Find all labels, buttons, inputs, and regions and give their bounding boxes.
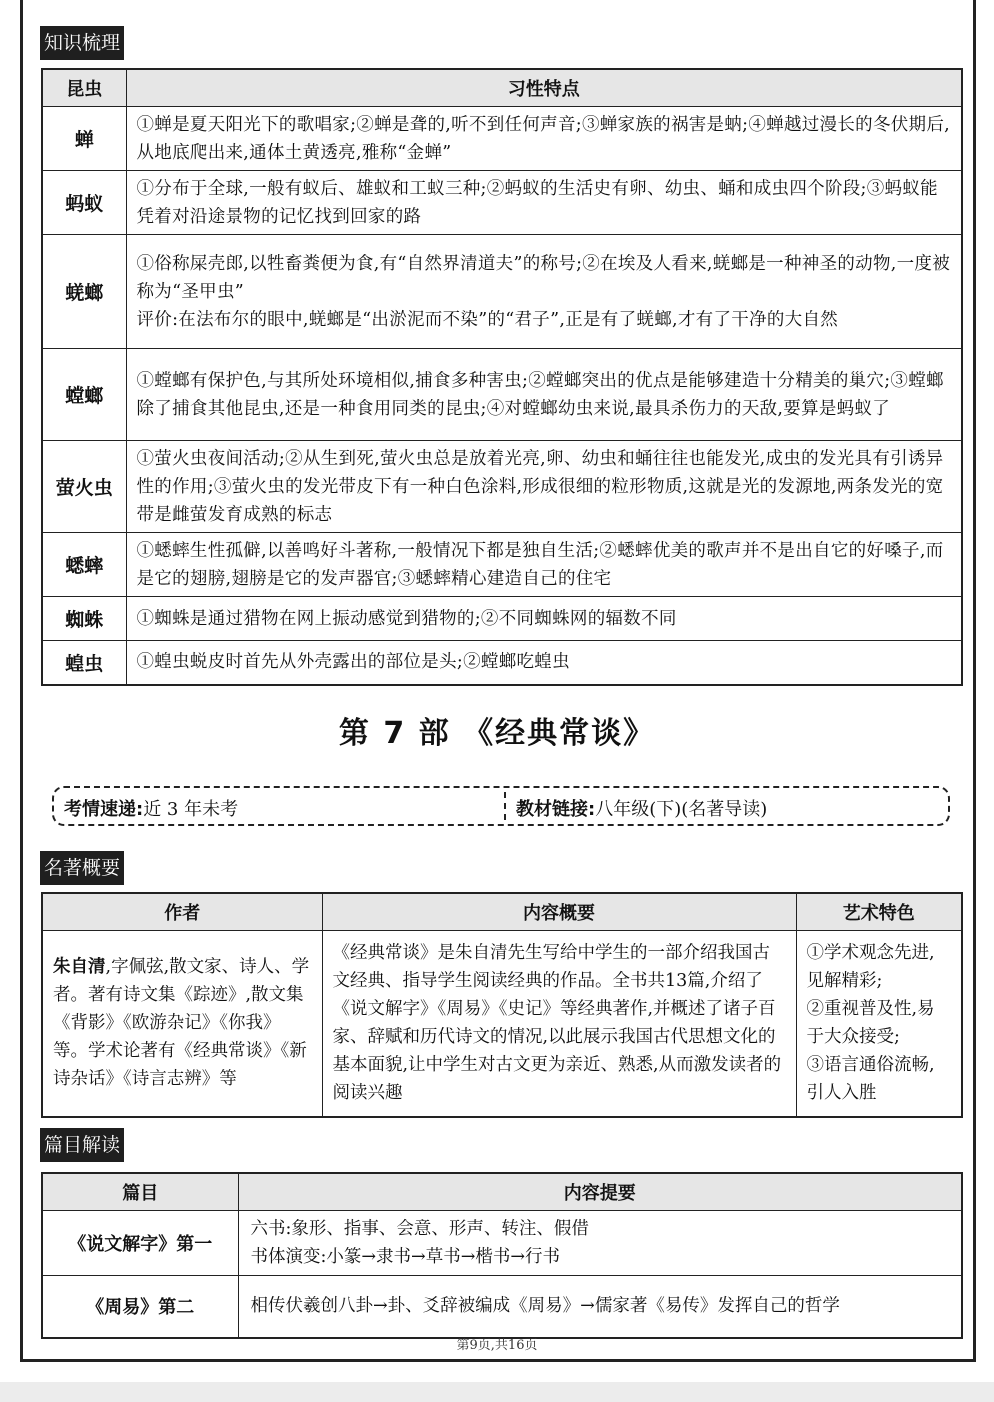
header-summary: 内容概要 — [322, 893, 796, 931]
table-row — [42, 931, 962, 1117]
author-text: ,字佩弦,散文家、诗人、学者。著有诗文集《踪迹》,散文集《背影》《欧游杂记》《你我》等。学术论著有《经典常谈》《新诗杂话》《诗言志辨》等 — [53, 957, 310, 1090]
summary-cell: 《经典常谈》是朱自清先生写给中学生的一部介绍我国古文经典、指导学生阅读经典的作品。全书共13篇,介绍了《说文解字》《周易》《史记》等经典著作,并概述了诸子百家、辞赋和历代诗文的情况,以此展示我国古代思想文化的基本面貌,让中学生对古文更为亲近、熟悉,从而激发读者的阅读兴趣 — [322, 931, 796, 1117]
table-row — [42, 235, 962, 349]
insect-traits: ①蟋蟀生性孤僻,以善鸣好斗著称,一般情况下都是独自生活;②蟋蟀优美的歌声并不是出自它的好嗓子,而是它的翅膀,翅膀是它的发声器官;③蟋蟀精心建造自己的住宅 — [126, 533, 962, 597]
table-row — [42, 107, 962, 171]
insect-traits: ①萤火虫夜间活动;②从生到死,萤火虫总是放着光亮,卵、幼虫和蛹往往也能发光,成虫的发光具有引诱异性的作用;③萤火虫的发光带皮下有一种白色涂料,形成很细的粒形物质,这就是光的发源地,两条发光的宽带是雌萤发育成熟的标志 — [126, 441, 962, 533]
insect-evaluation: 评价:在法布尔的眼中,蜣螂是“出淤泥而不染”的“君子”,正是有了蜣螂,才有了干净的大自然 — [136, 309, 839, 330]
part-heading: 第 7 部 《经典常谈》 — [338, 716, 656, 751]
insect-traits: ①蝉是夏天阳光下的歌唱家;②蝉是聋的,听不到任何声音;③蝉家族的祸害是蚋;④蝉越过漫长的冬伏期后,从地底爬出来,通体土黄透亮,雅称“金蝉” — [126, 107, 962, 171]
header-features: 艺术特色 — [796, 893, 962, 931]
chapter-line: 六书:象形、指事、会意、形声、转注、假借 — [250, 1219, 589, 1239]
table-row — [42, 533, 962, 597]
header-traits: 习性特点 — [126, 69, 962, 107]
table-row — [42, 171, 962, 235]
page-footer: 第9页,共16页 — [456, 1338, 538, 1353]
textbook-value: 八年级(下)(名著导读) — [595, 799, 768, 820]
info-divider — [504, 792, 506, 820]
feature-item: ②重视普及性,易于大众接受; — [806, 999, 935, 1048]
page-bottom-strip — [0, 1382, 994, 1402]
insect-name: 萤火虫 — [42, 441, 126, 533]
chapter-line: 相传伏羲创八卦→卦、爻辞被编成《周易》→儒家著《易传》发挥自己的哲学 — [250, 1296, 840, 1317]
author-name: 朱自清 — [53, 957, 106, 978]
table-row — [42, 441, 962, 533]
insect-name: 蝗虫 — [42, 641, 126, 685]
header-chapter-summary: 内容提要 — [238, 1173, 962, 1211]
header-chapter: 篇目 — [42, 1173, 238, 1211]
insect-name: 螳螂 — [42, 349, 126, 441]
insect-table-header — [42, 69, 962, 107]
table-row — [42, 1211, 962, 1276]
section-tag-knowledge: 知识梳理 — [40, 26, 124, 60]
chapter-table — [41, 1172, 963, 1339]
insect-traits-text: ①俗称屎壳郎,以牲畜粪便为食,有“自然界清道夫”的称号;②在埃及人看来,蜣螂是一种神圣的动物,一度被称为“圣甲虫” — [136, 253, 951, 302]
overview-table-header — [42, 893, 962, 931]
section-tag-overview: 名著概要 — [40, 851, 124, 885]
table-row — [42, 1276, 962, 1338]
table-row — [42, 641, 962, 685]
chapter-table-header — [42, 1173, 962, 1211]
exam-value: 近 3 年未考 — [143, 799, 239, 820]
insect-traits: ①蝗虫蜕皮时首先从外壳露出的部位是头;②螳螂吃蝗虫 — [126, 641, 962, 685]
insect-traits: ①分布于全球,一般有蚁后、雄蚁和工蚁三种;②蚂蚁的生活史有卵、幼虫、蛹和成虫四个阶段;③蚂蚁能凭着对沿途景物的记忆找到回家的路 — [126, 171, 962, 235]
chapter-title: 《说文解字》第一 — [42, 1211, 238, 1276]
table-row — [42, 349, 962, 441]
chapter-summary — [238, 1211, 962, 1276]
chapter-line: 书体演变:小篆→隶书→草书→楷书→行书 — [250, 1247, 561, 1267]
table-row — [42, 597, 962, 641]
insect-name: 蟋蟀 — [42, 533, 126, 597]
exam-label: 考情速递: — [64, 799, 144, 820]
header-insect: 昆虫 — [42, 69, 126, 107]
chapter-title: 《周易》第二 — [42, 1276, 238, 1338]
exam-info — [64, 795, 238, 821]
insect-table — [41, 68, 963, 686]
chapter-summary — [238, 1276, 962, 1338]
section-tag-chapters: 篇目解读 — [40, 1128, 124, 1162]
insect-name: 蚂蚁 — [42, 171, 126, 235]
insect-name: 蜘蛛 — [42, 597, 126, 641]
feature-item: ①学术观念先进,见解精彩; — [806, 943, 935, 992]
insect-name: 蜣螂 — [42, 235, 126, 349]
textbook-label: 教材链接: — [516, 799, 596, 820]
features-cell — [796, 931, 962, 1117]
insect-traits — [126, 235, 962, 349]
feature-item: ③语言通俗流畅,引人入胜 — [806, 1055, 935, 1104]
textbook-info — [516, 795, 767, 821]
insect-name: 蝉 — [42, 107, 126, 171]
author-cell — [42, 931, 322, 1117]
overview-table — [41, 892, 963, 1118]
insect-traits: ①螳螂有保护色,与其所处环境相似,捕食多种害虫;②螳螂突出的优点是能够建造十分精美的巢穴;③螳螂除了捕食其他昆虫,还是一种食用同类的昆虫;④对螳螂幼虫来说,最具杀伤力的天敌,要算是蚂蚁了 — [126, 349, 962, 441]
insect-traits: ①蜘蛛是通过猎物在网上振动感觉到猎物的;②不同蜘蛛网的辐数不同 — [126, 597, 962, 641]
header-author: 作者 — [42, 893, 322, 931]
info-box — [52, 786, 950, 826]
